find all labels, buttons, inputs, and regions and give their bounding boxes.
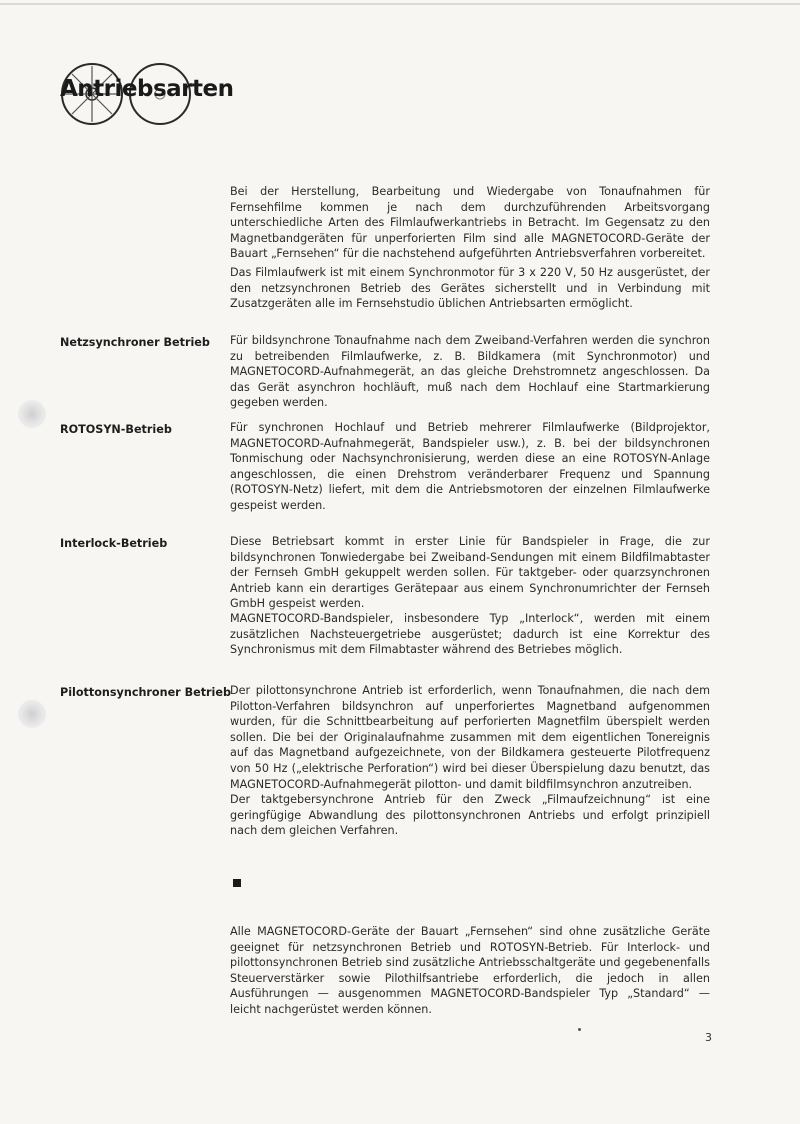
section-text-rotosyn: Für synchronen Hochlauf und Betrieb mehrerer Filmlaufwerke (Bildprojektor, MAGNETOCORD-Aufnahmegerät, Bandspieler usw.), z. B. bei der bildsynchronen Tonmischung oder Nachsynchronisierung, werden diese an eine ROTOSYN-Anlage angeschlossen, die einen Drehstrom veränderbarer Frequenz und Spannung (ROTOSYN-Netz) liefert, mit dem die Antriebsmotoren der einzelnen Filmlaufwerke gespeist werden. [230, 421, 710, 512]
punch-hole-icon [18, 700, 46, 728]
section-text-interlock-2: MAGNETOCORD-Bandspieler, insbesondere Typ „Interlock“, werden mit einem zusätzlichen Nachsteuergetriebe ausgerüstet; dadurch ist eine Korrektur des Synchronismus mit dem Filmabtaster während des Betriebes möglich. [230, 612, 710, 657]
section-text-pilotton-2: Der taktgebersynchrone Antrieb für den Zweck „Filmaufzeichnung“ ist eine geringfügige Abwandlung des pilottonsynchronen Antriebs und erfolgt prinzipiell nach dem gleichen Verfahren. [230, 793, 710, 838]
section-text-netzsynchron: Für bildsynchrone Tonaufnahme nach dem Zweiband-Verfahren werden die synchron zu betreibenden Filmlaufwerke, z. B. Bildkamera (mit Synchronmotor) und MAGNETOCORD-Aufnahmegerät, an das gleiche Drehstromnetz angeschlossen. Da das Gerät asynchron hochläuft, muß nach dem Hochlauf eine Startmarkierung gegeben werden. [230, 334, 710, 410]
speck [578, 1028, 581, 1031]
intro-paragraph-2: Das Filmlaufwerk ist mit einem Synchronmotor für 3 x 220 V, 50 Hz ausgerüstet, der den netzsynchronen Betrieb des Gerätes sicherstellt und in Verbindung mit Zusatzgeräten alle im Fernsehstudio üblichen Antriebsarten ermöglicht. [230, 266, 710, 311]
section-label-pilotton: Pilottonsynchroner Betrieb [60, 686, 231, 699]
section-text-interlock-1: Diese Betriebsart kommt in erster Linie für Bandspieler in Frage, die zur bildsynchronen Tonwiedergabe bei Zweiband-Sendungen mit einem Bildfilmabtaster der Fernseh GmbH gekuppelt werden sollen. Für taktgeber- oder quarzsynchronen Antrieb kann ein derartiges Gerätepaar aus einem Synchronumrichter der Fernseh GmbH gespeist werden. [230, 535, 710, 611]
top-rule [0, 3, 800, 5]
section-label-rotosyn: ROTOSYN-Betrieb [60, 423, 172, 436]
section-text-pilotton-1: Der pilottonsynchrone Antrieb ist erforderlich, wenn Tonaufnahmen, die nach dem Pilotton-Verfahren bildsynchron auf unperforiertes Magnetband aufgenommen wurden, für die Schnittbearbeitung auf perforierten Magnetfilm überspielt werden sollen. Die bei der Originalaufnahme zusammen mit dem eigentlichen Tonereignis auf das Magnetband aufgezeichnete, von der Bildkamera gesteuerte Pilotfrequenz von 50 Hz („elektrische Perforation“) wird bei dieser Überspielung dazu benutzt, das MAGNETOCORD-Aufnahmegerät pilotton- und damit bildfilmsynchron anzutreiben. [230, 684, 710, 791]
punch-hole-icon [18, 400, 46, 428]
closing-paragraph: Alle MAGNETOCORD-Geräte der Bauart „Fernsehen“ sind ohne zusätzliche Geräte geeignet für netzsynchronen Betrieb und ROTOSYN-Betrieb. Für Interlock- und pilottonsynchronen Betrieb sind zusätzliche Antriebsschaltgeräte und gegebenenfalls Steuerverstärker sowie Pilothilfsantriebe erforderlich, die jedoch in allen Ausführungen — ausgenommen MAGNETOCORD-Bandspieler Typ „Standard“ — leicht nachgerüstet werden können. [230, 925, 710, 1016]
section-label-interlock: Interlock-Betrieb [60, 537, 168, 550]
intro-paragraph-1: Bei der Herstellung, Bearbeitung und Wiedergabe von Tonaufnahmen für Fernsehfilme kommen je nach dem durchzuführenden Arbeitsvorgang unterschiedliche Arten des Filmlaufwerkantriebs in Betracht. Im Gegensatz zu den Magnetbandgeräten für unperforierten Film sind alle MAGNETOCORD-Geräte der Bauart „Fernsehen“ für die nachstehend aufgeführten Antriebsverfahren vorbereitet. [230, 185, 710, 261]
page-title: Antriebsarten [60, 76, 234, 102]
page-number: 3 [705, 1031, 712, 1044]
bullet-square-icon [233, 879, 241, 887]
section-label-netzsynchron: Netzsynchroner Betrieb [60, 336, 210, 349]
